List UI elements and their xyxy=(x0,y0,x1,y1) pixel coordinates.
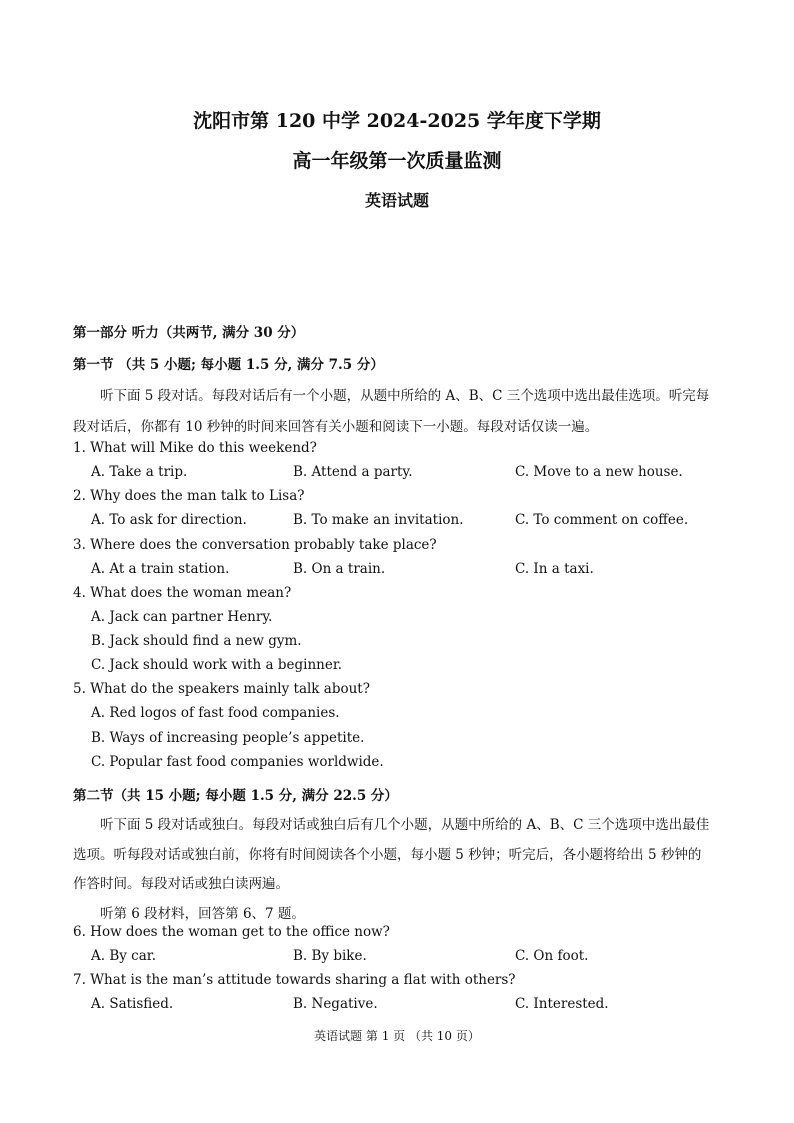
page-footer: 英语试题 第 1 页 （共 10 页） xyxy=(314,1029,480,1043)
question-2-option-a: A. To ask for direction. xyxy=(91,512,247,528)
question-6-option-a: A. By car. xyxy=(91,948,157,964)
section2-instructions-line2: 选项。听每段对话或独白前，你将有时间阅读各个小题，每小题 5 秒钟；听完后，各小题将给出 5 秒钟的 xyxy=(73,847,702,863)
question-5-option-a: A. Red logos of fast food companies. xyxy=(91,705,340,721)
question-1-option-a: A. Take a trip. xyxy=(91,464,188,480)
question-2: 2. Why does the man talk to Lisa? xyxy=(73,488,305,504)
question-2-option-c: C. To comment on coffee. xyxy=(515,512,689,528)
question-3-option-b: B. On a train. xyxy=(293,561,386,577)
question-6-option-b: B. By bike. xyxy=(293,948,367,964)
section1-instructions-line1: 听下面 5 段对话。每段对话后有一个小题，从题中所给的 A、B、C 三个选项中选出最佳选项。听完每 xyxy=(100,388,710,404)
exam-title-grade: 高一年级第一次质量监测 xyxy=(292,150,502,172)
question-5-option-b: B. Ways of increasing people’s appetite. xyxy=(91,730,365,746)
question-3-option-c: C. In a taxi. xyxy=(515,561,594,577)
section1-heading: 第一节 （共 5 小题; 每小题 1.5 分, 满分 7.5 分） xyxy=(73,357,384,373)
section1-instructions-line2: 段对话后，你都有 10 秒钟的时间来回答有关小题和阅读下一小题。每段对话仅读一遍。 xyxy=(73,419,599,435)
question-3-option-a: A. At a train station. xyxy=(91,561,230,577)
question-1-option-c: C. Move to a new house. xyxy=(515,464,683,480)
question-7-option-b: B. Negative. xyxy=(293,996,378,1012)
question-7: 7. What is the man’s attitude towards sharing a flat with others? xyxy=(73,972,516,988)
section2-heading: 第二节（共 15 小题; 每小题 1.5 分, 满分 22.5 分） xyxy=(73,788,398,804)
question-7-option-c: C. Interested. xyxy=(515,996,609,1012)
question-1: 1. What will Mike do this weekend? xyxy=(73,440,317,456)
question-4: 4. What does the woman mean? xyxy=(73,585,292,601)
section2-material-note: 听第 6 段材料，回答第 6、7 题。 xyxy=(100,906,305,922)
question-3: 3. Where does the conversation probably take place? xyxy=(73,537,437,553)
question-6-option-c: C. On foot. xyxy=(515,948,589,964)
exam-title-school: 沈阳市第 120 中学 2024-2025 学年度下学期 xyxy=(193,110,601,132)
question-7-option-a: A. Satisfied. xyxy=(91,996,174,1012)
part1-heading: 第一部分 听力（共两节, 满分 30 分） xyxy=(73,325,305,341)
question-6: 6. How does the woman get to the office now? xyxy=(73,924,390,940)
question-4-option-b: B. Jack should find a new gym. xyxy=(91,633,302,649)
question-4-option-c: C. Jack should work with a beginner. xyxy=(91,657,343,673)
question-5: 5. What do the speakers mainly talk about? xyxy=(73,681,370,697)
question-1-option-b: B. Attend a party. xyxy=(293,464,413,480)
question-4-option-a: A. Jack can partner Henry. xyxy=(91,609,273,625)
section2-instructions-line1: 听下面 5 段对话或独白。每段对话或独白后有几个小题，从题中所给的 A、B、C 三个选项中选出最佳 xyxy=(100,817,710,833)
question-2-option-b: B. To make an invitation. xyxy=(293,512,464,528)
question-5-option-c: C. Popular fast food companies worldwide. xyxy=(91,754,384,770)
section2-instructions-line3: 作答时间。每段对话或独白读两遍。 xyxy=(73,876,289,892)
exam-title-subject: 英语试题 xyxy=(364,191,429,210)
